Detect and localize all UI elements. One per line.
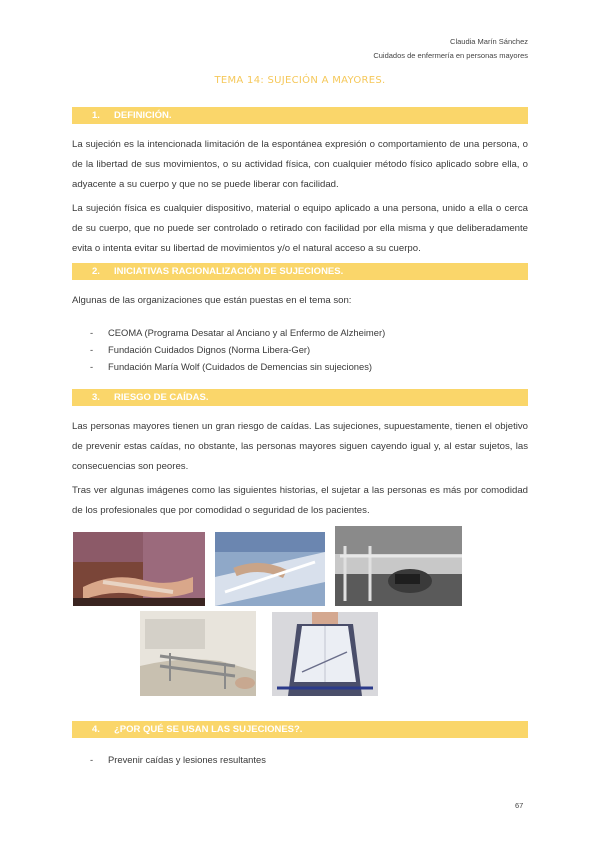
header-author: Claudia Marín Sánchez xyxy=(450,37,528,46)
header-course: Cuidados de enfermería en personas mayores xyxy=(373,51,528,60)
section-number: 4. xyxy=(92,724,100,735)
section-number: 3. xyxy=(92,392,100,403)
photo-restrained-hands xyxy=(73,532,205,606)
page-number: 67 xyxy=(515,801,524,810)
photo-bed-rail-hands xyxy=(335,526,462,606)
section-number: 2. xyxy=(92,266,100,277)
list-item: - CEOMA (Programa Desatar al Anciano y al Enfermo de Alzheimer) xyxy=(90,327,386,338)
section-title: ¿POR QUÉ SE USAN LAS SUJECIONES?. xyxy=(114,724,303,735)
falls-paragraph-2: Tras ver algunas imágenes como las siguientes historias, el sujetar a las personas es más por comodidad de los profesionales que por comodidad o seguridad de los pacientes. xyxy=(72,485,528,516)
section-title: INICIATIVAS RACIONALIZACIÓN DE SUJECIONES. xyxy=(114,266,344,277)
section-heading-definition xyxy=(72,107,528,124)
section-title: DEFINICIÓN. xyxy=(114,110,172,121)
photo-bed-strap xyxy=(215,532,325,606)
section-heading-reasons xyxy=(72,721,528,738)
falls-paragraph-1: Las personas mayores tienen un gran riesgo de caídas. Las sujeciones, supuestamente, tienen el objetivo de prevenir estas caídas, no obstante, las personas mayores siguen cayendo igual y, al estar sujetos, las consecuencias son peores. xyxy=(72,421,528,472)
list-item: - Fundación Cuidados Dignos (Norma Libera-Ger) xyxy=(90,344,311,355)
section-heading-falls xyxy=(72,389,528,406)
definition-paragraph-2: La sujeción física es cualquier dispositivo, material o equipo aplicado a una persona, unido a ella o cerca de su cuerpo, que no puede ser controlado o retirado con facilidad por ella misma y que deliberadamente evita o intenta evitar su libertad de movimientos y/o el natural acceso a su cuerpo. xyxy=(72,203,528,254)
section-number: 1. xyxy=(92,110,100,121)
list-item: - Prevenir caídas y lesiones resultantes xyxy=(90,754,266,765)
section-title: RIESGO DE CAÍDAS. xyxy=(114,392,209,403)
section-heading-initiatives xyxy=(72,263,528,280)
photo-restraint-vest xyxy=(272,612,378,696)
photo-bed-with-rails xyxy=(140,611,256,696)
list-item: - Fundación María Wolf (Cuidados de Demencias sin sujeciones) xyxy=(90,361,373,372)
definition-paragraph-1: La sujeción es la intencionada limitación de la espontánea expresión o comportamiento de una persona, o de la libertad de sus movimientos, o su actividad física, con cualquier método físico aplicado sobre ella, o adyacente a su cuerpo y que no se puede liberar con facilidad. xyxy=(72,139,528,190)
initiatives-intro: Algunas de las organizaciones que están puestas en el tema son: xyxy=(72,295,352,306)
topic-title: TEMA 14: SUJECIÓN A MAYORES. xyxy=(214,75,386,86)
